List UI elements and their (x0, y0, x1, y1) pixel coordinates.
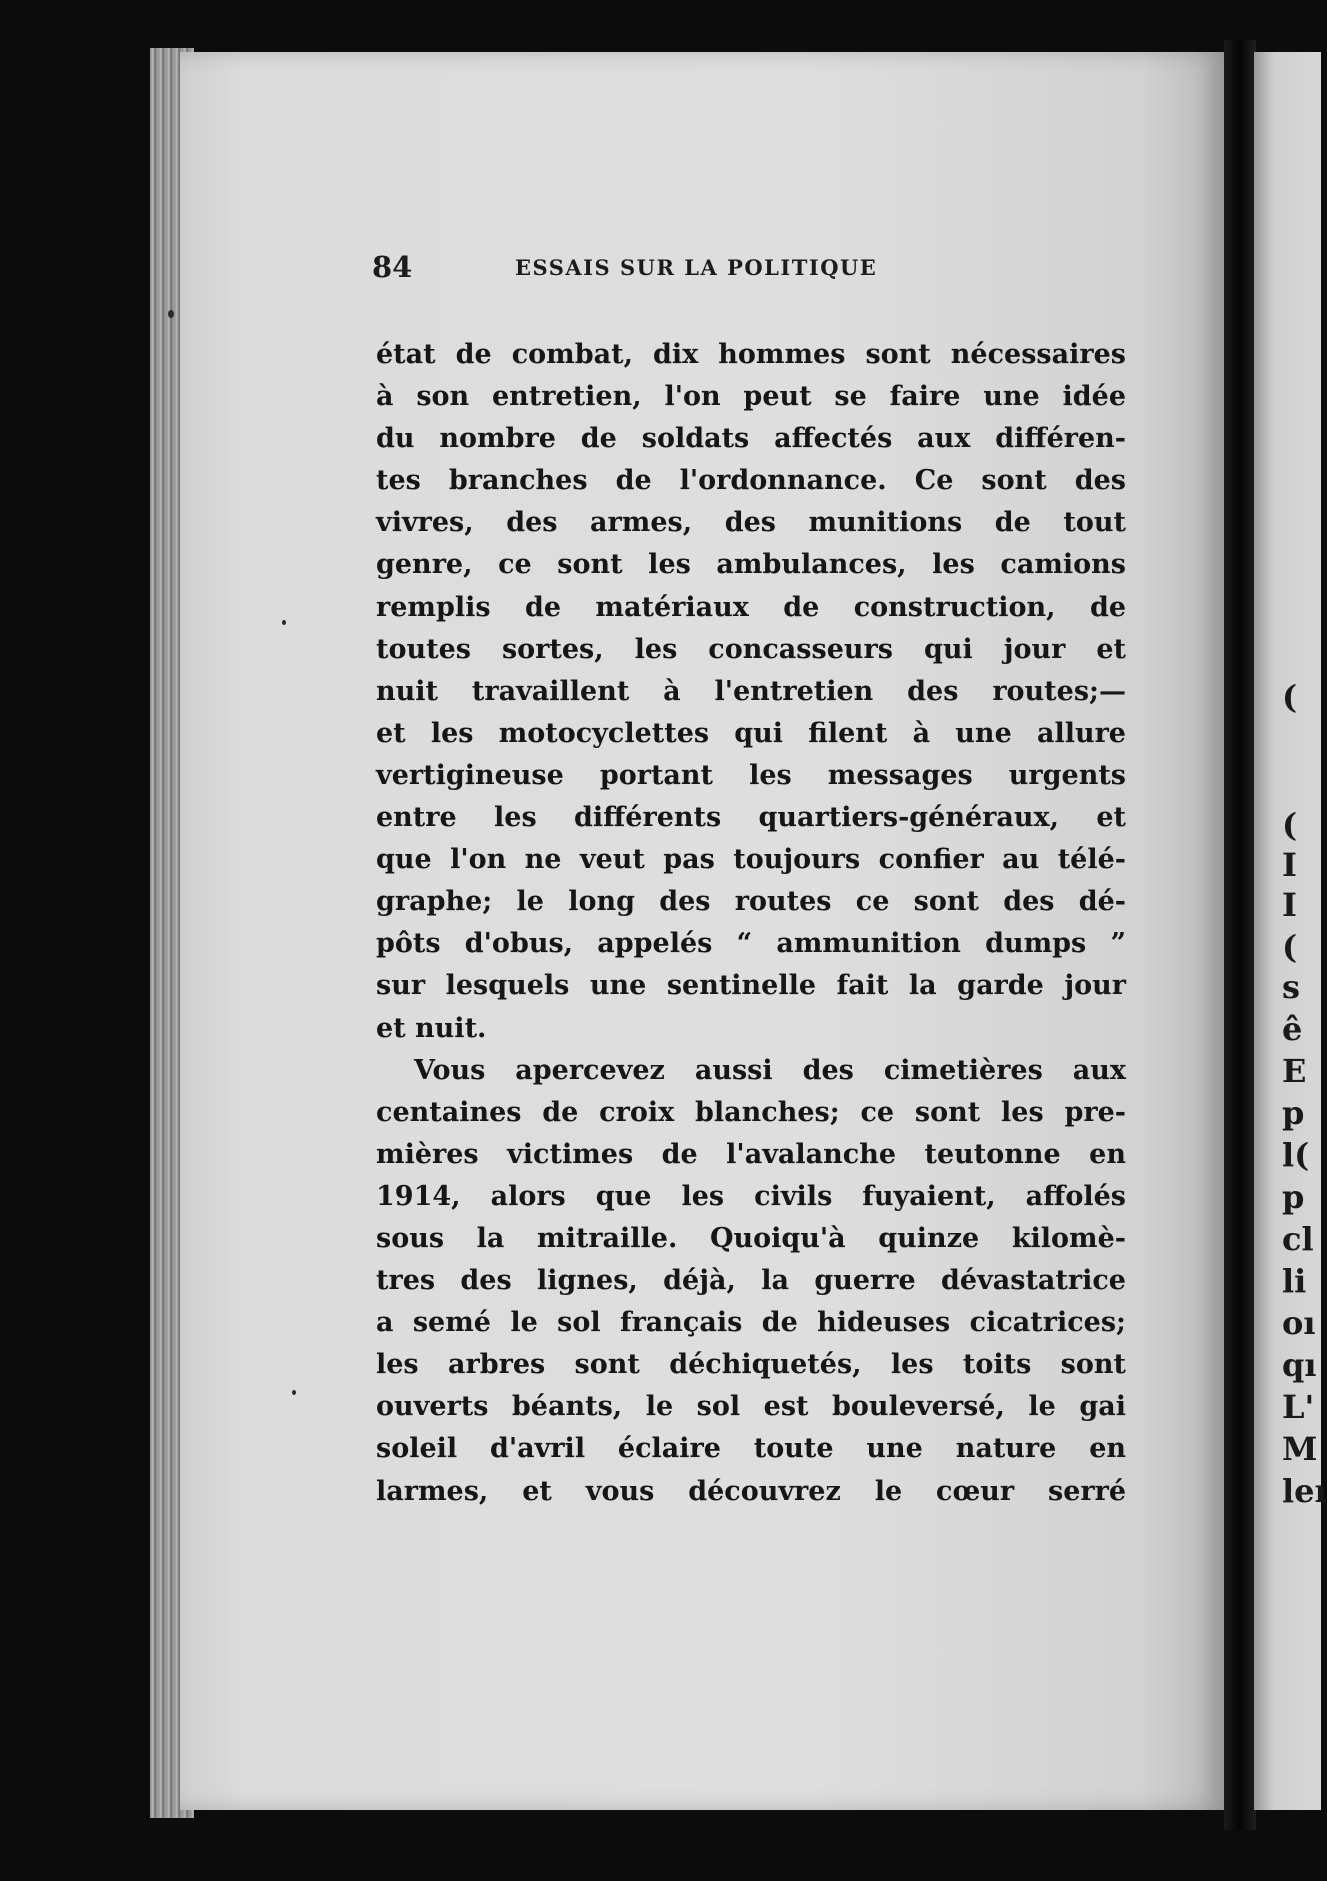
scan-speck (168, 310, 174, 318)
text-line: du nombre de soldats affectés aux différen- (376, 423, 1126, 455)
fragment-letter: oı (1282, 1304, 1316, 1342)
text-line: sur lesquels une sentinelle fait la garde jour (376, 970, 1126, 1002)
text-line: a semé le sol français de hideuses cicatrices; (376, 1307, 1126, 1339)
text-line: soleil d'avril éclaire toute une nature en (376, 1433, 1126, 1465)
text-line: vertigineuse portant les messages urgents (376, 759, 1126, 791)
text-line: nuit travaillent à l'entretien des routes;— (376, 675, 1126, 707)
scan-speck (282, 620, 286, 625)
fragment-letter: ( (1282, 928, 1298, 966)
text-line: tres des lignes, déjà, la guerre dévastatrice (376, 1265, 1126, 1297)
fragment-letter: ( (1282, 678, 1298, 716)
scan-speck (292, 1390, 296, 1395)
fragment-letter: l( (1282, 1136, 1310, 1174)
text-line: et les motocyclettes qui filent à une allure (376, 717, 1126, 749)
text-line: tes branches de l'ordonnance. Ce sont des (376, 465, 1126, 497)
text-line: centaines de croix blanches; ce sont les pre- (376, 1096, 1126, 1128)
page-number: 84 (372, 250, 413, 284)
book-gutter (1224, 40, 1256, 1830)
text-line: mières victimes de l'avalanche teutonne en (376, 1138, 1126, 1170)
text-line: genre, ce sont les ambulances, les camions (376, 549, 1126, 581)
text-line: que l'on ne veut pas toujours confier au télé- (376, 844, 1126, 876)
fragment-letter: cl (1282, 1220, 1314, 1258)
running-head: ESSAIS SUR LA POLITIQUE (515, 255, 878, 280)
text-line: larmes, et vous découvrez le cœur serré (376, 1475, 1126, 1507)
text-line: graphe; le long des routes ce sont des dé- (376, 886, 1126, 918)
text-line: Vous apercevez aussi des cimetières aux (414, 1054, 1126, 1086)
body-text (376, 334, 1126, 1513)
text-line: sous la mitraille. Quoiqu'à quinze kilomè- (376, 1222, 1126, 1254)
text-line: à son entretien, l'on peut se faire une idée (376, 381, 1126, 413)
text-line: ouverts béants, le sol est bouleversé, le gai (376, 1391, 1126, 1423)
fragment-letter: s (1282, 968, 1301, 1006)
text-line: toutes sortes, les concasseurs qui jour et (376, 633, 1126, 665)
facing-page-fragments (1282, 0, 1327, 1881)
text-line: pôts d'obus, appelés “ ammunition dumps ” (376, 928, 1126, 960)
fragment-letter: L' (1282, 1388, 1315, 1426)
fragment-letter: M (1282, 1430, 1318, 1468)
fragment-letter: I (1282, 846, 1297, 884)
fragment-letter: li (1282, 1262, 1307, 1300)
fragment-letter: E (1282, 1052, 1307, 1090)
page-header (372, 250, 982, 290)
fragment-letter: p (1282, 1178, 1305, 1216)
fragment-letter: ê (1282, 1010, 1303, 1048)
fragment-letter: I (1282, 886, 1297, 924)
text-line: état de combat, dix hommes sont nécessaires (376, 339, 1126, 370)
fragment-letter: qı (1282, 1346, 1317, 1384)
text-line: remplis de matériaux de construction, de (376, 591, 1126, 623)
fragment-letter: leı (1282, 1472, 1327, 1510)
fragment-letter: p (1282, 1094, 1305, 1132)
text-line: vivres, des armes, des munitions de tout (376, 507, 1126, 539)
text-line: entre les différents quartiers-généraux, et (376, 802, 1126, 834)
text-line: et nuit. (376, 1012, 487, 1044)
text-line: 1914, alors que les civils fuyaient, affolés (376, 1180, 1126, 1212)
text-line: les arbres sont déchiquetés, les toits sont (376, 1349, 1126, 1381)
fragment-letter: ( (1282, 806, 1298, 844)
